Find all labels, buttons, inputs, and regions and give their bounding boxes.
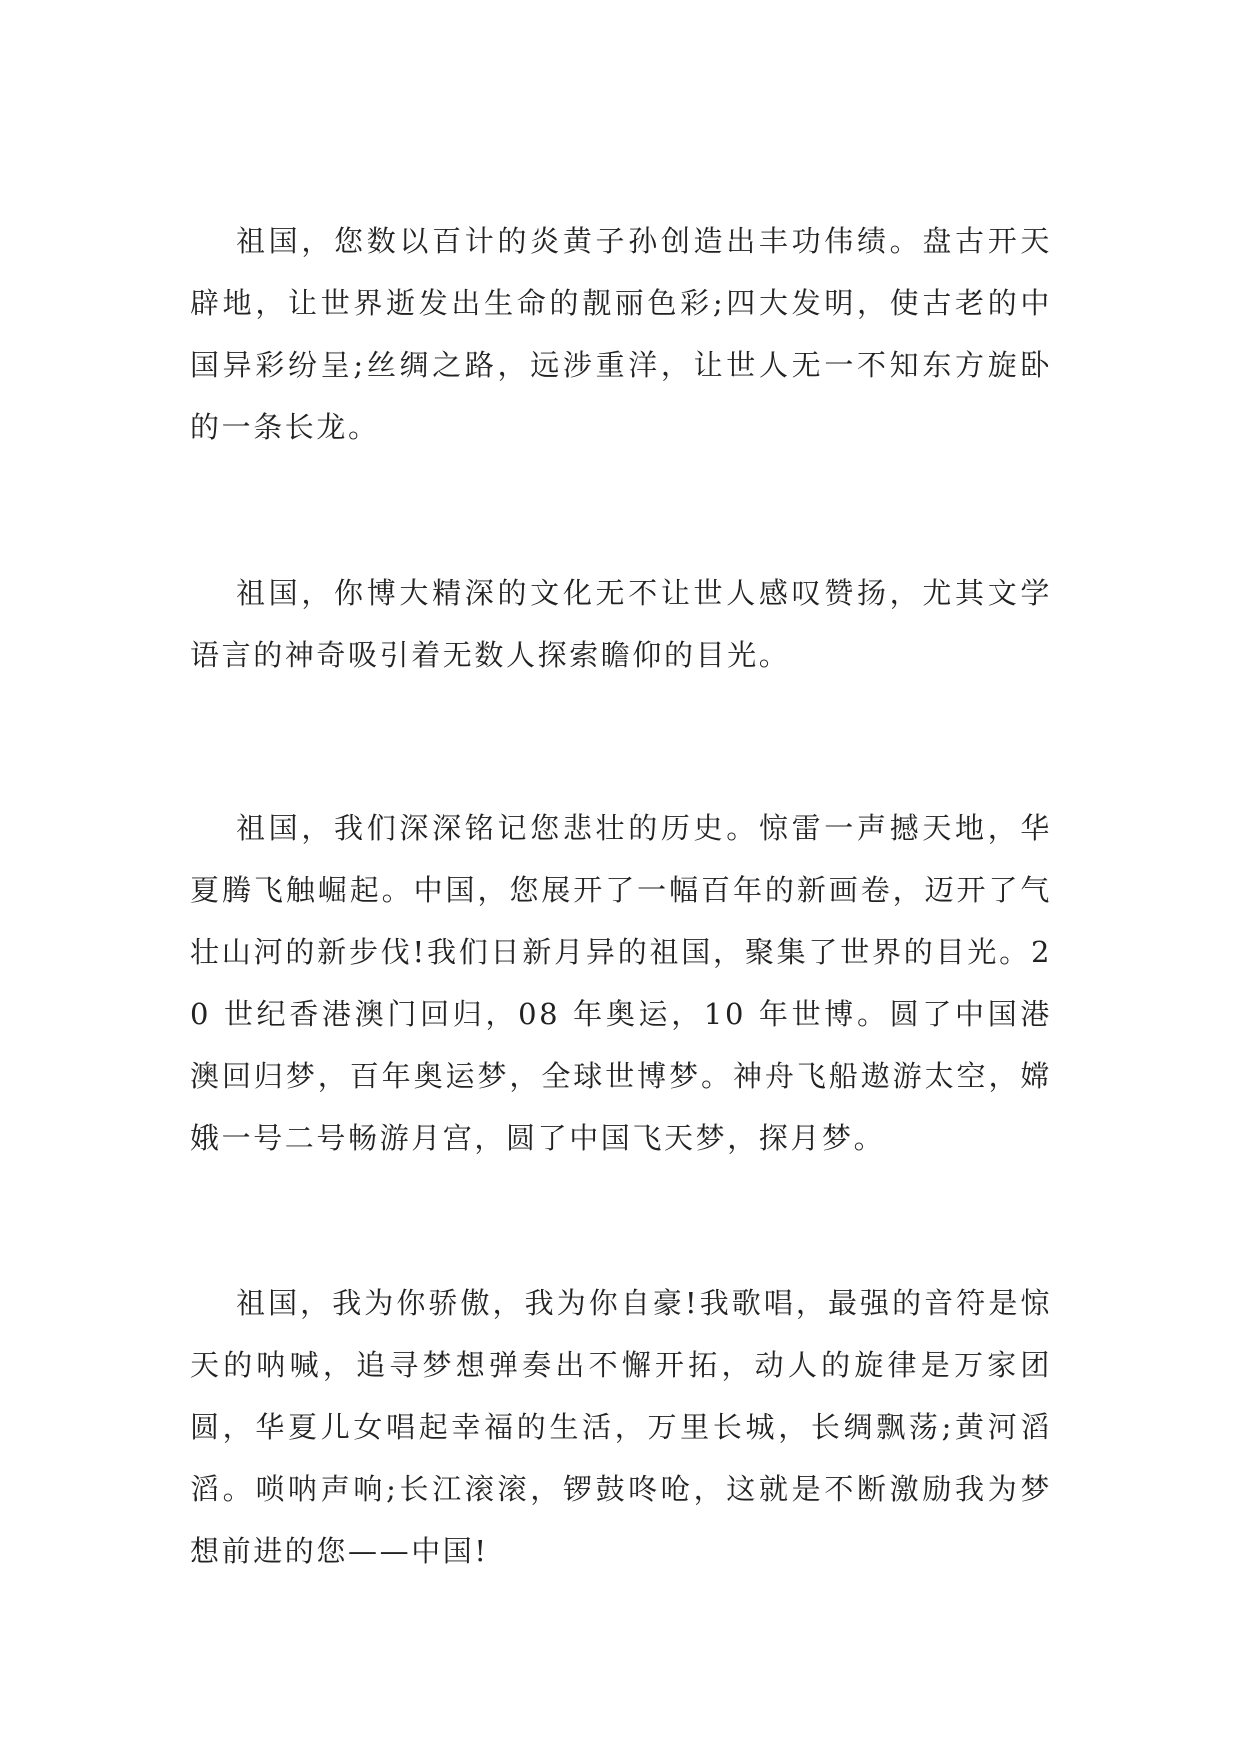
- paragraph-3: 祖国，我们深深铭记您悲壮的历史。惊雷一声撼天地，华夏腾飞触崛起。中国，您展开了一幅百年的新画卷，迈开了气壮山河的新步伐!我们日新月异的祖国，聚集了世界的目光。20 世纪香港澳门回归，08 年奥运，10 年世博。圆了中国港澳回归梦，百年奥运梦，全球世博梦。神舟飞船遨游太空，嫦娥一号二号畅游月宫，圆了中国飞天梦，探月梦。: [190, 811, 1052, 1155]
- paragraph-2: 祖国，你博大精深的文化无不让世人感叹赞扬，尤其文学语言的神奇吸引着无数人探索瞻仰的目光。: [190, 576, 1052, 672]
- paragraph-4: 祖国，我为你骄傲，我为你自豪!我歌唱，最强的音符是惊天的呐喊，追寻梦想弹奏出不懈开拓，动人的旋律是万家团圆，华夏儿女唱起幸福的生活，万里长城，长绸飘荡;黄河滔滔。唢呐声响;长江滚滚，锣鼓咚呛，这就是不断激励我为梦想前进的您——中国!: [190, 1286, 1052, 1568]
- paragraph-1: 祖国，您数以百计的炎黄子孙创造出丰功伟绩。盘古开天辟地，让世界逝发出生命的靓丽色彩;四大发明，使古老的中国异彩纷呈;丝绸之路，远涉重洋，让世人无一不知东方旋卧的一条长龙。: [190, 224, 1052, 444]
